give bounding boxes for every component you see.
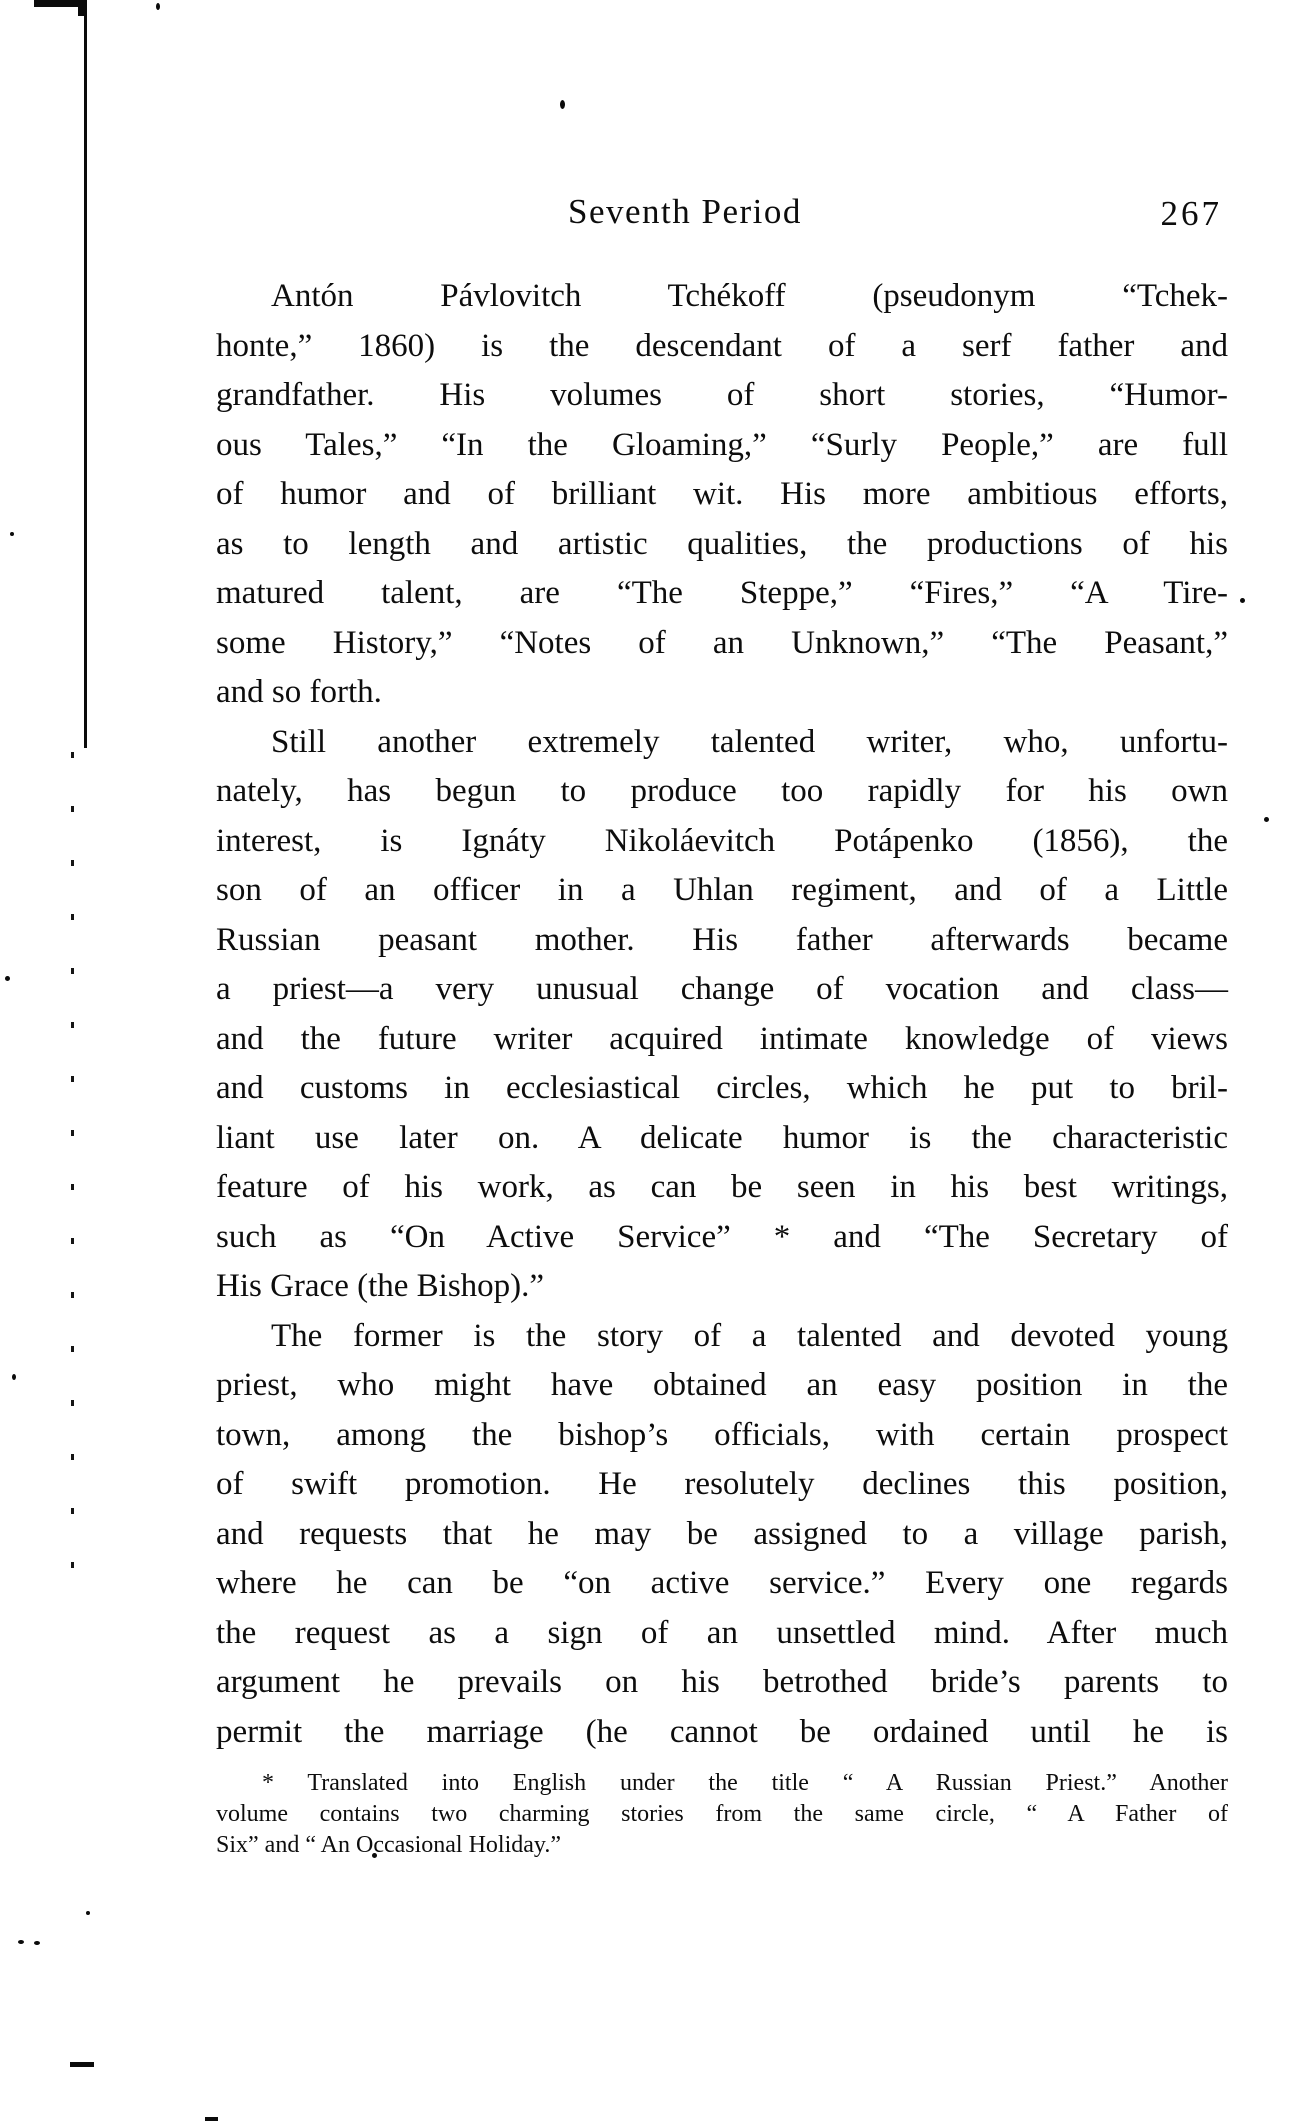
text-line: as to length and artistic qualities, the productions of his bbox=[216, 525, 1228, 562]
text-line: feature of his work, as can be seen in his best writings, bbox=[216, 1169, 1228, 1205]
text-line: The former is the story of a talented and devoted young bbox=[271, 1317, 1228, 1354]
scan-speck bbox=[34, 1941, 40, 1945]
text-line: priest, who might have obtained an easy position in the bbox=[216, 1367, 1228, 1403]
paragraph-3 bbox=[216, 1312, 1228, 1758]
scan-gutter-line bbox=[84, 0, 87, 748]
text-line: matured talent, are “The Steppe,” “Fires,” “A Tire- bbox=[216, 575, 1228, 611]
scan-artifact-corner bbox=[78, 0, 87, 16]
text-line: and customs in ecclesiastical circles, which he put to bril- bbox=[216, 1070, 1228, 1106]
text-line: argument he prevails on his betrothed bride’s parents to bbox=[216, 1664, 1228, 1700]
scan-speck bbox=[1240, 598, 1245, 603]
text-line: interest, is Ignáty Nikoláevitch Potápenko (1856), the bbox=[216, 822, 1228, 859]
paragraph-2 bbox=[216, 718, 1228, 1312]
scan-speck bbox=[1264, 817, 1269, 822]
footnote-line: volume contains two charming stories from the same circle, “ A Father of bbox=[216, 1801, 1228, 1827]
text-line: some History,” “Notes of an Unknown,” “The Peasant,” bbox=[216, 624, 1228, 661]
text-line: of swift promotion. He resolutely declines this position, bbox=[216, 1466, 1228, 1502]
text-line: town, among the bishop’s officials, with certain prospect bbox=[216, 1416, 1228, 1453]
text-line: such as “On Active Service” * and “The Secretary of bbox=[216, 1218, 1228, 1255]
body-text bbox=[216, 272, 1228, 1757]
footnote-line: Six” and “ An Occasional Holiday.” bbox=[216, 1832, 562, 1858]
text-line: His Grace (the Bishop).” bbox=[216, 1268, 545, 1304]
footnote bbox=[216, 1768, 1228, 1861]
text-line: nately, has begun to produce too rapidly for his own bbox=[216, 773, 1228, 809]
text-line: permit the marriage (he cannot be ordained until he is bbox=[216, 1713, 1228, 1750]
text-line: and the future writer acquired intimate knowledge of views bbox=[216, 1020, 1228, 1057]
scan-speck bbox=[156, 3, 160, 10]
scan-speck bbox=[86, 1911, 90, 1915]
scan-dash bbox=[70, 2062, 94, 2067]
scan-speck bbox=[12, 1374, 16, 1380]
text-line: and so forth. bbox=[216, 674, 382, 710]
text-line: where he can be “on active service.” Every one regards bbox=[216, 1565, 1228, 1601]
text-line: liant use later on. A delicate humor is the characteristic bbox=[216, 1119, 1228, 1156]
text-line: of humor and of brilliant wit. His more ambitious efforts, bbox=[216, 476, 1228, 512]
scan-dash bbox=[205, 2117, 218, 2121]
page-number: 267 bbox=[1160, 194, 1222, 233]
text-line: Russian peasant mother. His father afterwards became bbox=[216, 921, 1228, 958]
page-title: Seventh Period bbox=[568, 192, 802, 231]
text-line: grandfather. His volumes of short stories, “Humor- bbox=[216, 377, 1228, 413]
scan-speck bbox=[18, 1940, 24, 1944]
paragraph-1 bbox=[216, 272, 1228, 718]
text-line: and requests that he may be assigned to a village parish, bbox=[216, 1515, 1228, 1552]
page-header bbox=[216, 192, 1228, 244]
text-line: Still another extremely talented writer, who, unfortu- bbox=[271, 723, 1228, 760]
scan-speck bbox=[10, 532, 14, 536]
text-line: the request as a sign of an unsettled mind. After much bbox=[216, 1614, 1228, 1651]
scan-gutter-dashes bbox=[71, 752, 74, 1597]
scan-speck bbox=[5, 976, 10, 981]
text-line: son of an officer in a Uhlan regiment, and of a Little bbox=[216, 872, 1228, 908]
text-line: ous Tales,” “In the Gloaming,” “Surly People,” are full bbox=[216, 426, 1228, 463]
scan-speck bbox=[560, 100, 565, 109]
footnote-line: * Translated into English under the title “ A Russian Priest.” Another bbox=[262, 1770, 1228, 1796]
text-line: Antón Pávlovitch Tchékoff (pseudonym “Tchek- bbox=[271, 278, 1228, 314]
text-line: honte,” 1860) is the descendant of a serf father and bbox=[216, 327, 1228, 364]
text-line: a priest—a very unusual change of vocation and class— bbox=[216, 971, 1228, 1007]
